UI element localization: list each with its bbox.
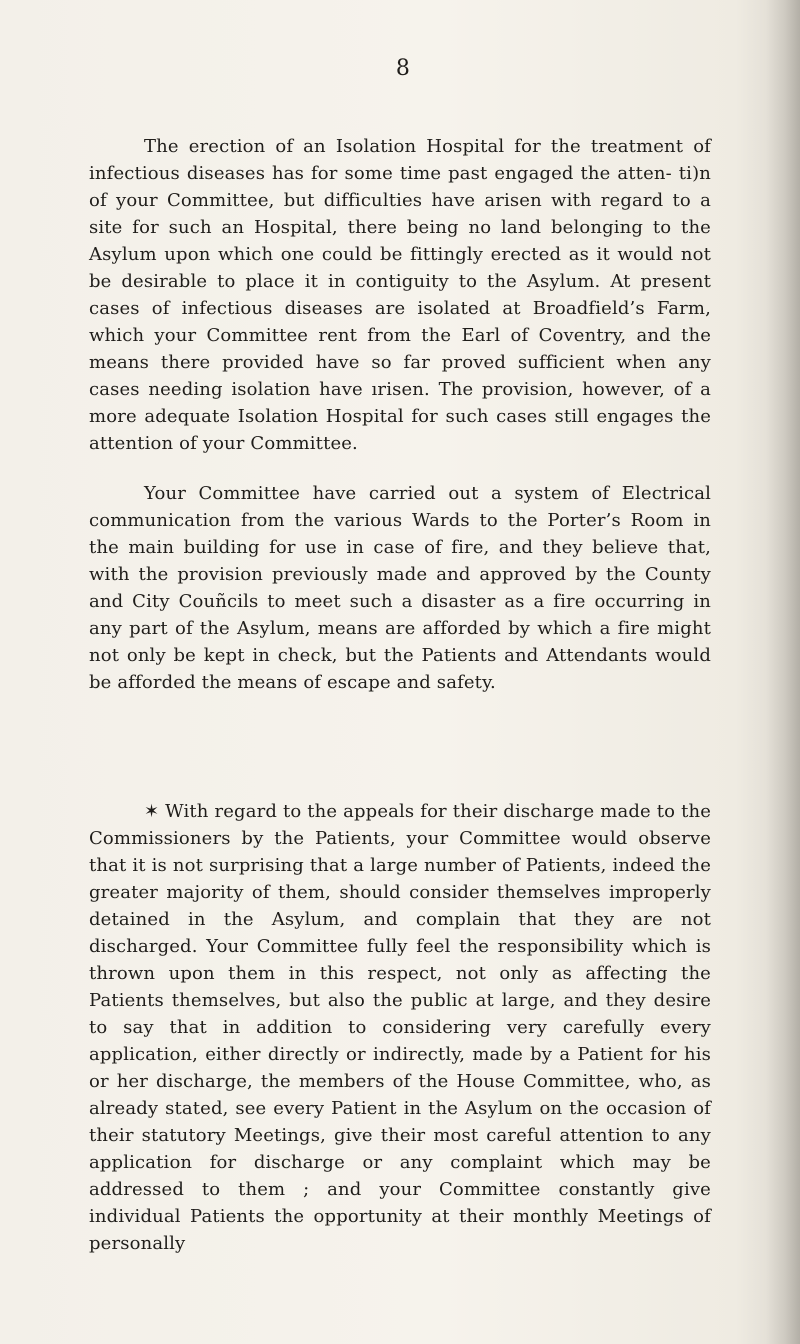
paragraph-isolation-hospital: The erection of an Isolation Hospital for the treatment of infectious diseases has for some time past engaged the atten- ti)n of your Committee, but difficulties have arisen with regard to a site for such an Hospital, there being no land belonging to the Asylum upon which one could be fittingly erected as it would not be desirable to place it in contiguity to the Asylum. At present cases of infectious diseases are isolated at Broadfield’s Farm, which your Committee rent from the Earl of Coventry, and the means there provided have so far proved sufficient when any cases needing isolation have ırisen. The provision, however, of a more adequate Isolation Hospital for such cases still engages the attention of your Committee. bbox=[89, 136, 711, 454]
paragraph-discharge-appeals: ✶ With regard to the appeals for their discharge made to the Commissioners by the Patients, your Committee would observe that it is not surprising that a large number of Patients, indeed the greater majority of them, should consider themselves improperly detained in the Asylum, and complain that they are not discharged. Your Committee fully feel the responsibility which is thrown upon them in this respect, not only as affecting the Patients themselves, but also the public at large, and they desire to say that in addition to considering very carefully every application, either directly or indirectly, made by a Patient for his or her discharge, the members of the House Committee, who, as already stated, see every Patient in the Asylum on the occasion of their statutory Meetings, give their most careful attention to any application for discharge or any complaint which may be addressed to them ; and your Committee constantly give individual Patients the opportunity at their monthly Meetings of personally bbox=[89, 801, 711, 1254]
paragraph-electrical-communication: Your Committee have carried out a system of Electrical communication from the various Wards to the Porter’s Room in the main building for use in case of fire, and they believe that, with the provision previously made and approved by the County and City Couñcils to meet such a disaster as a fire occurring in any part of the Asylum, means are afforded by which a fire might not only be kept in check, but the Patients and Attendants would be afforded the means of escape and safety. bbox=[89, 483, 711, 693]
page-edge-shadow bbox=[766, 0, 800, 1344]
page-number: 8 bbox=[395, 56, 411, 81]
